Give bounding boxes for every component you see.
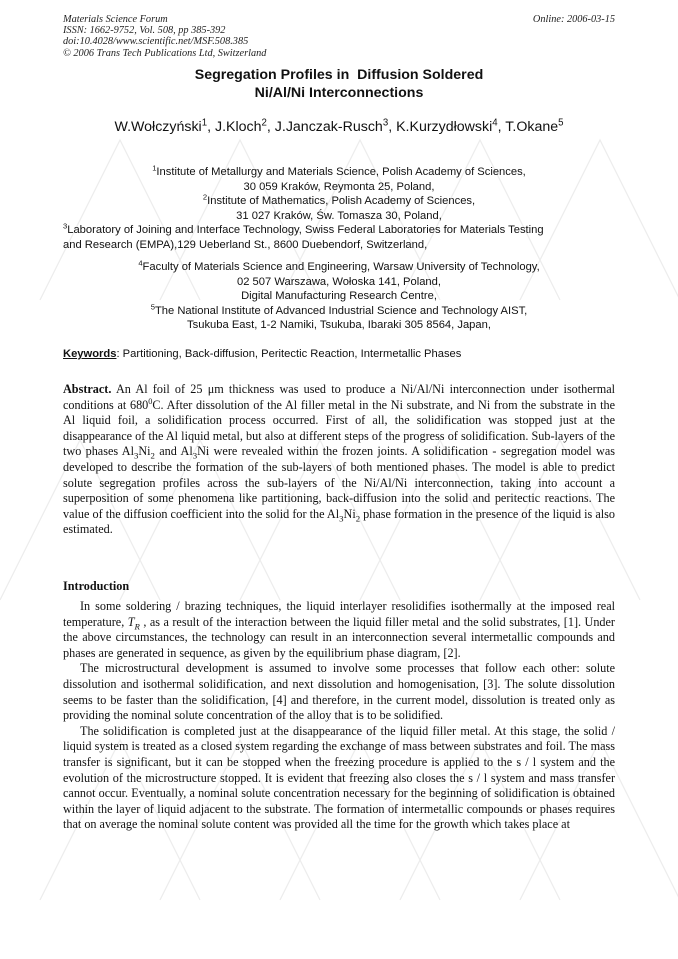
title-line-2: Ni/Al/Ni Interconnections: [254, 85, 424, 101]
introduction-paragraph-3: The solidification is completed just at the disappearance of the liquid filler metal. At this stage, the solid / liquid system is treated as a closed system regarding the exchange of mass between substrates and foil. The mass transfer is significant, but it can be stopped when the freezing procedure is applied to the s / l system and the evolution of the microstructure stopped. It is evident that freezing also closes the s / l system and mass transfer cannot occur. Eventually, a nominal solute concentration necessary for the beginning of solidification is obtained within the layer of liquid adjacent to the substrate. The formation of intermetallic compounds or phases requires that on average the nominal solute content was provided all the time for the growth which takes place at: [63, 723, 615, 832]
affiliation-3-line-2: and Research (EMPA),129 Ueberland St., 8600 Duebendorf, Switzerland,: [63, 238, 428, 251]
affiliation-1-line-1: $^1$Institute of Metallurgy and Materials Science, Polish Academy of Sciences,: [152, 163, 526, 178]
affiliation-5-line-2: Tsukuba East, 1-2 Namiki, Tsukuba, Ibaraki 305 8564, Japan,: [187, 319, 491, 332]
copyright-line: © 2006 Trans Tech Publications Ltd, Switzerland: [63, 47, 267, 59]
affiliation-2-line-1: $^2$Institute of Mathematics, Polish Academy of Sciences,: [202, 192, 476, 208]
journal-header: [63, 14, 423, 59]
affiliation-5-line-1: $^5$The National Institute of Advanced Industrial Science and Technology AIST,: [150, 302, 528, 317]
introduction-heading: Introduction: [63, 579, 130, 593]
author: J.Janczak-Rusch$^3$,: [274, 117, 397, 135]
affiliation-4-line-3: Digital Manufacturing Research Centre,: [241, 290, 437, 303]
abstract-label: Abstract.: [63, 382, 112, 396]
affiliation-4-5: [63, 260, 615, 333]
affiliation-3: [63, 223, 615, 252]
affiliation-2-line-2: 31 027 Kraków, Św. Tomasza 30, Poland,: [236, 209, 442, 222]
introduction-body: [63, 599, 615, 833]
abstract-paragraph: Abstract. An Al foil of 25 μm thickness was used to produce a Ni/Al/Ni interconnection under isothermal conditions at $680^0C$. After dissolution of the Al filler metal in the Ni substrate, and Ni from the substrate in the Al liquid foil, a solidification process occurred. First of all, the solidification was stopped just at the disappearance of the Al liquid metal, but also at different steps of the progress of solidification. Sub-layers of the two phases $Al_3Ni_2$ and $Al_3Ni$ were revealed within the frozen joints. A solidification - segregation model was developed to describe the formation of the sub-layers of both mentioned phases. The model is able to predict solute segregation profiles across the sub-layers of the Ni/Al/Ni interconnection, taking into account a superposition of some phenomena like partitioning, back-diffusion into the solid and peritectic reactions. The value of the diffusion coefficient into the solid for the $Al_3Ni_2$ phase formation in the presence of the liquid is also estimated.: [63, 382, 616, 537]
author: W.Wołczyński$^1$,: [114, 117, 215, 135]
author: T.Okane$^5$: [505, 117, 564, 135]
online-date: Online: 2006-03-15: [532, 14, 615, 25]
introduction-paragraph-1: In some soldering / brazing techniques, the liquid interlayer resolidifies isothermally at the imposed real temperature, $T_R$ , as a result of the interaction between the liquid filler metal and the solid substrates, [1]. Under the above circumstances, the technology can result in an interconnection several intermetallic compounds and phases are generated in sequence, as given by the equilibrium phase diagram, [2].: [63, 599, 615, 660]
keywords-label: Keywords: [63, 348, 117, 360]
affiliation-1-2: [63, 165, 615, 223]
journal-name: Materials Science Forum: [63, 14, 168, 25]
author-list: [20, 118, 658, 136]
affiliation-4-line-1: $^4$Faculty of Materials Science and Engineering, Warsaw University of Technology,: [138, 258, 540, 273]
author: K.Kurzydłowski$^4$,: [396, 117, 506, 135]
author: J.Kloch$^2$,: [214, 117, 275, 135]
title-line-1: Segregation Profiles in Diffusion Soldered: [194, 67, 484, 83]
keywords-text: : Partitioning, Back-diffusion, Peritectic Reaction, Intermetallic Phases: [116, 348, 462, 360]
issn-line: ISSN: 1662-9752, Vol. 508, pp 385-392: [63, 25, 226, 37]
affiliation-3-line-1: $^3$Laboratory of Joining and Interface Technology, Swiss Federal Laboratories for Materials Testing: [63, 221, 544, 236]
doi-line: doi:10.4028/www.scientific.net/MSF.508.385: [63, 36, 249, 48]
affiliation-4-line-2: 02 507 Warszawa, Wołoska 141, Poland,: [237, 275, 441, 288]
keywords-line: [63, 347, 615, 361]
paper-title: [40, 66, 638, 102]
introduction-paragraph-2: The microstructural development is assumed to involve some processes that follow each other: solute dissolution and isothermal solidification, and next dissolution and homogenisation, [3]. The solute dissolution seems to be faster than the solidification, [4] and therefore, in the current model, dissolution is treated only as providing the nominal solute concentration of the alloy that is to be solidified.: [63, 661, 615, 723]
affiliation-1-line-2: 30 059 Kraków, Reymonta 25, Poland,: [243, 180, 435, 193]
